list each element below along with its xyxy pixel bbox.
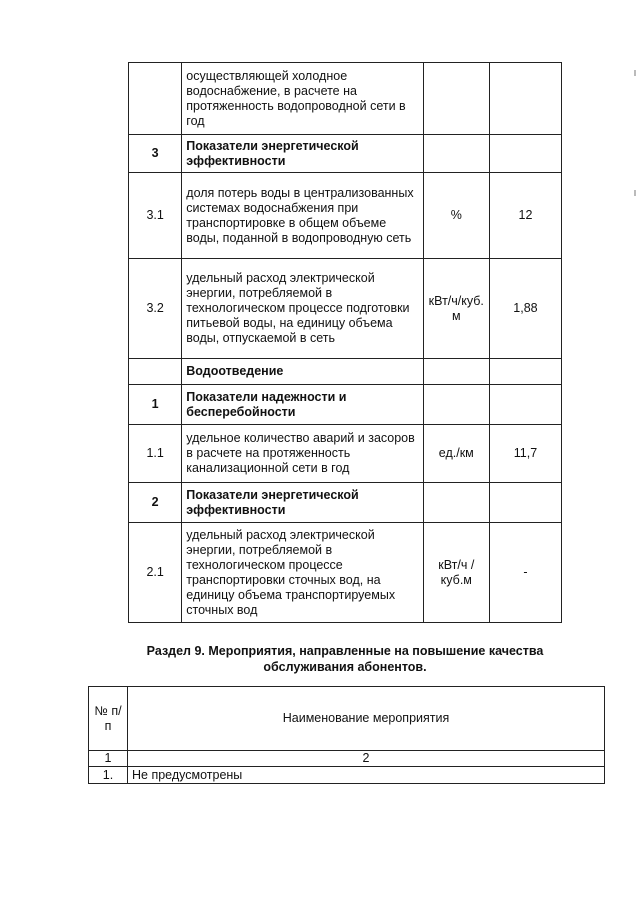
row-number xyxy=(129,359,182,385)
row-number: 1.1 xyxy=(129,425,182,483)
unit-cell xyxy=(423,63,489,135)
column-header-number: № п/п xyxy=(89,687,128,751)
measure-name: Не предусмотрены xyxy=(128,767,605,784)
scan-edge-mark xyxy=(634,70,636,76)
column-number-1: 1 xyxy=(89,751,128,767)
indicator-name: осуществляющей холодное водоснабжение, в расчете на протяженность водопроводной сети в год xyxy=(182,63,423,135)
row-number xyxy=(129,63,182,135)
section-9-heading xyxy=(128,643,562,675)
table-row xyxy=(129,359,562,385)
section-number: 2 xyxy=(129,483,182,523)
indicator-name: удельное количество аварий и засоров в расчете на протяженность канализационной сети в год xyxy=(182,425,423,483)
section-number: 3 xyxy=(129,135,182,173)
indicator-name: удельный расход электрической энергии, потребляемой в технологическом процессе подготовки питьевой воды, на единицу объема воды, отпускаемой в сеть xyxy=(182,259,423,359)
unit-cell: ед./км xyxy=(423,425,489,483)
table-row xyxy=(129,173,562,259)
row-number: 3.2 xyxy=(129,259,182,359)
value-cell xyxy=(489,483,561,523)
unit-cell xyxy=(423,483,489,523)
value-cell: 11,7 xyxy=(489,425,561,483)
section-number: 1 xyxy=(129,385,182,425)
value-cell xyxy=(489,359,561,385)
indicator-name: доля потерь воды в централизованных системах водоснабжения при транспортировке в общем объеме воды, поданной в водопроводную сеть xyxy=(182,173,423,259)
scan-edge-mark xyxy=(634,190,636,196)
indicators-table xyxy=(128,62,562,623)
section-title: Показатели надежности и бесперебойности xyxy=(182,385,423,425)
value-cell xyxy=(489,63,561,135)
value-cell: - xyxy=(489,523,561,623)
unit-cell: % xyxy=(423,173,489,259)
row-number: 2.1 xyxy=(129,523,182,623)
section-title: Показатели энергетической эффективности xyxy=(182,483,423,523)
table-row xyxy=(129,483,562,523)
value-cell xyxy=(489,385,561,425)
unit-cell xyxy=(423,135,489,173)
table-row xyxy=(129,523,562,623)
column-header-name: Наименование мероприятия xyxy=(128,687,605,751)
column-number-row xyxy=(89,751,605,767)
table-header-row xyxy=(89,687,605,751)
value-cell: 12 xyxy=(489,173,561,259)
table-row xyxy=(129,135,562,173)
section-title: Водоотведение xyxy=(182,359,423,385)
unit-cell xyxy=(423,385,489,425)
table-row xyxy=(129,385,562,425)
section-title: Показатели энергетической эффективности xyxy=(182,135,423,173)
unit-cell xyxy=(423,359,489,385)
unit-cell: кВт/ч /куб.м xyxy=(423,523,489,623)
column-number-2: 2 xyxy=(128,751,605,767)
value-cell: 1,88 xyxy=(489,259,561,359)
row-number: 3.1 xyxy=(129,173,182,259)
heading-line-2: обслуживания абонентов. xyxy=(263,660,427,674)
table-row xyxy=(129,63,562,135)
heading-line-1: Раздел 9. Мероприятия, направленные на повышение качества xyxy=(146,644,544,658)
table-row xyxy=(129,259,562,359)
indicator-name: удельный расход электрической энергии, потребляемой в технологическом процессе транспортировки сточных вод, на единицу объема транспортируемых сточных вод xyxy=(182,523,423,623)
table-row xyxy=(129,425,562,483)
unit-cell: кВт/ч/куб. м xyxy=(423,259,489,359)
table-row xyxy=(89,767,605,784)
measures-table xyxy=(88,686,605,784)
row-number: 1. xyxy=(89,767,128,784)
value-cell xyxy=(489,135,561,173)
